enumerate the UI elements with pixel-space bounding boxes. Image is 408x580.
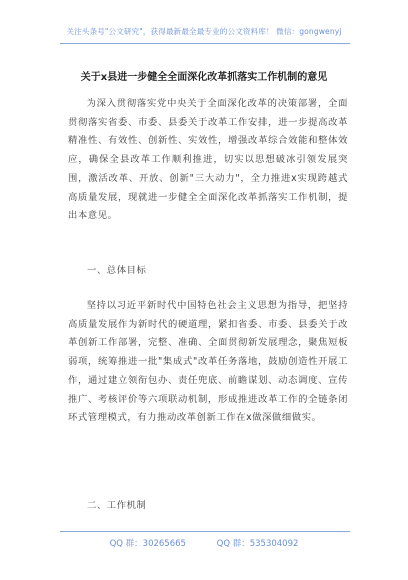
header-divider xyxy=(60,43,350,44)
section-heading-mechanism: 二、工作机制 xyxy=(87,500,147,511)
section-heading-goals: 一、总体目标 xyxy=(87,265,147,276)
goals-paragraph: 坚持以习近平新时代中国特色社会主义思想为指导，把坚持高质量发展作为新时代的硬道理，紧扣省委、市委、县委关于改革创新工作部署，完整、准确、全面贯彻新发展理念，聚焦短板弱项，统筹推进一批"集成式"改革任务落地，鼓励创造性开展工作，通过建立领衔包办、责任兜底、前瞻谋划、动态调度、宣传推广、考核评价等六项联动机制，形成推进改革工作的全链条闭环式管理模式，有力推动改革创新工作在x做深做细做实。 xyxy=(68,300,348,424)
footer-contacts xyxy=(0,537,408,549)
footer-qq-group-2: QQ 群：535304092 xyxy=(216,539,299,549)
footer-qq-group-1: QQ 群：30265665 xyxy=(109,539,186,549)
document-title: 关于x县进一步健全全面深化改革抓落实工作机制的意见 xyxy=(80,72,328,83)
footer-divider xyxy=(60,531,350,532)
intro-paragraph: 为深入贯彻落实党中央关于全面深化改革的决策部署，全面贯彻落实省委、市委、县委关于改革工作安排，进一步提高改革精准性、有效性、创新性、实效性，增强改革综合效能和整体效应，确保全县改革工作顺利推进，切实以思想破冰引领发展突围，激活改革、开放、创新"三大动力"，全力推进x实现跨越式高质量发展，现就进一步健全全面深化改革抓落实工作机制，提出本意见。 xyxy=(68,98,348,222)
header-notice: 关注头条号"公文研究"，获得最新最全最专业的公文资料库！ 微信：gongwenyj xyxy=(66,27,342,36)
